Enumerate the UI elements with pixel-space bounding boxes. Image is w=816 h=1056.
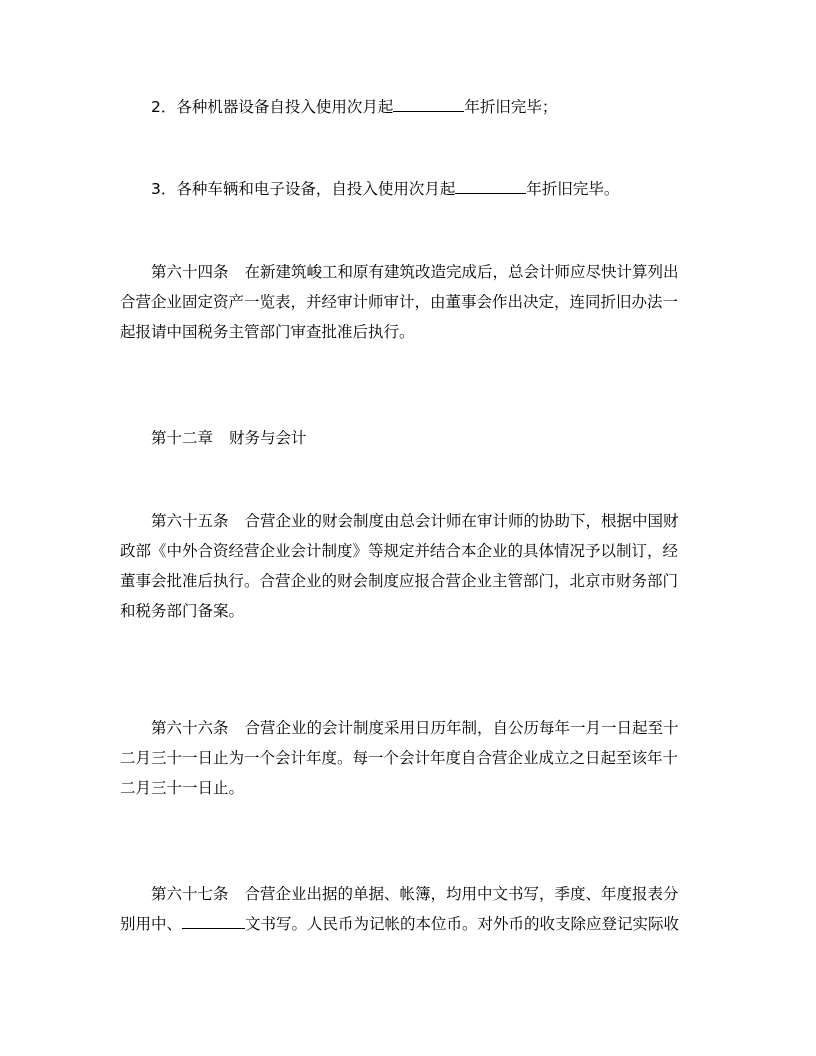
article-text: 合营企业的财会制度由总会计师在审计师的协助下，根据中国财: [244, 512, 679, 530]
article-line: [120, 909, 700, 939]
depreciation-item-machinery: [120, 92, 700, 122]
chapter-number: 第十二章: [151, 429, 214, 447]
article-text: 合营企业的会计制度采用日历年制，自公历每年一月一日起至十: [244, 719, 679, 737]
article-text: 文书写。人民币为记帐的本位币。对外币的收支除应登记实际收: [245, 915, 680, 933]
article-text: 在新建筑峻工和原有建筑改造完成后，总会计师应尽快计算列出: [244, 263, 679, 281]
chapter-title: 财务与会计: [229, 429, 307, 447]
item-line: [120, 174, 700, 204]
item-suffix: 年折旧完毕。: [526, 180, 620, 198]
article-text: 合营企业出据的单据、帐簿，均用中文书写，季度、年度报表分: [244, 885, 679, 903]
article-line: 董事会批准后执行。合营企业的财会制度应报合营企业主管部门，北京市财务部门: [120, 572, 679, 590]
item-label: 3．各种车辆和电子设备，自投入使用次月起: [151, 180, 456, 198]
article-line: [120, 879, 700, 909]
chapter-12-heading: [120, 423, 700, 453]
article-line: 二月三十一日止。: [120, 779, 245, 797]
article-heading: 第六十四条: [151, 263, 229, 281]
article-line: [120, 257, 700, 287]
item-suffix: 年折旧完毕；: [464, 98, 558, 116]
article-65: [120, 506, 700, 626]
article-64: [120, 257, 700, 347]
fill-in-blank: [393, 94, 464, 112]
chapter-line: [120, 423, 700, 453]
article-line: 合营企业固定资产一览表，并经审计师审计，由董事会作出决定，连同折旧办法一: [120, 293, 679, 311]
article-heading: 第六十六条: [151, 719, 229, 737]
fill-in-blank: [182, 911, 245, 929]
article-66: [120, 713, 700, 803]
article-heading: 第六十五条: [151, 512, 229, 530]
article-line: 二月三十一日止为一个会计年度。每一个会计年度自合营企业成立之日起至该年十: [120, 749, 679, 767]
item-label: 2．各种机器设备自投入使用次月起: [151, 98, 394, 116]
article-heading: 第六十七条: [151, 885, 229, 903]
article-line: 政部《中外合资经营企业会计制度》等规定并结合本企业的具体情况予以制订，经: [120, 542, 679, 560]
depreciation-item-vehicles: [120, 174, 700, 204]
article-67: [120, 879, 700, 939]
fill-in-blank: [455, 176, 526, 194]
article-line: [120, 506, 700, 536]
article-line: 起报请中国税务主管部门审查批准后执行。: [120, 323, 415, 341]
item-line: [120, 92, 700, 122]
article-text: 别用中、: [120, 915, 183, 933]
article-line: 和税务部门备案。: [120, 602, 245, 620]
article-line: [120, 713, 700, 743]
